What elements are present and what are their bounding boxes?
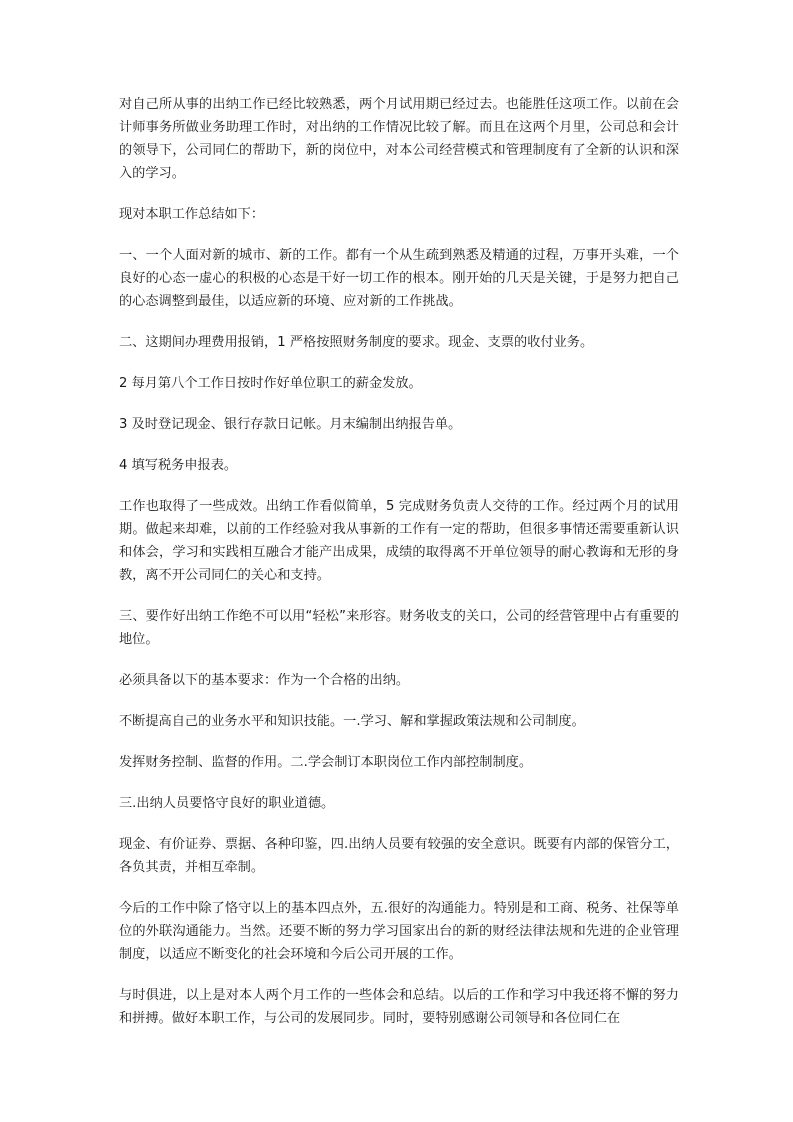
paragraph-9: 三、要作好出纳工作绝不可以用“轻松”来形容。财务收支的关口，公司的经营管理中占有重要的地位。 [119,609,679,647]
paragraph-6: 3 及时登记现金、银行存款日记帐。月末编制出纳报告单。 [119,417,462,432]
paragraph-8: 工作也取得了一些成效。出纳工作看似简单，5 完成财务负责人交待的工作。经过两个月的试用期。做起来却难，以前的工作经验对我从事新的工作有一定的帮助，但很多事情还需要重新认识和体会，学习和实践相互融合才能产出成果，成绩的取得离不开单位领导的耐心教诲和无形的身教，离不开公司同仁的关心和支持。 [119,499,679,583]
paragraph-4: 二、这期间办理费用报销，1 严格按照财务制度的要求。现金、支票的收付业务。 [119,335,594,350]
paragraph-16: 与时俱进，以上是对本人两个月工作的一些体会和总结。以后的工作和学习中我还将不懈的努力和拼搏。做好本职工作，与公司的发展同步。同时，要特别感谢公司领导和各位同仁在 [119,988,679,1026]
paragraph-11: 不断提高自己的业务水平和知识技能。一.学习、解和掌握政策法规和公司制度。 [119,714,585,729]
paragraph-2: 现对本职工作总结如下： [119,207,265,222]
document-page [119,93,679,1048]
paragraph-1: 对自己所从事的出纳工作已经比较熟悉，两个月试用期已经过去。也能胜任这项工作。以前在会计师事务所做业务助理工作时，对出纳的工作情况比较了解。而且在这两个月里，公司总和会计的领导下，公司同仁的帮助下，新的岗位中，对本公司经营模式和管理制度有了全新的认识和深入的学习。 [119,97,679,181]
paragraph-15: 今后的工作中除了恪守以上的基本四点外，五.很好的沟通能力。特别是和工商、税务、社保等单位的外联沟通能力。当然。还要不断的努力学习国家出台的新的财经法律法规和先进的企业管理制度，以适应不断变化的社会环境和今后公司开展的工作。 [119,901,679,962]
paragraph-12: 发挥财务控制、监督的作用。二.学会制订本职岗位工作内部控制制度。 [119,755,533,770]
paragraph-10: 必须具备以下的基本要求：作为一个合格的出纳。 [119,673,410,688]
paragraph-7: 4 填写税务申报表。 [119,458,238,473]
paragraph-3: 一、一个人面对新的城市、新的工作。都有一个从生疏到熟悉及精通的过程，万事开头难，一个良好的心态一虚心的积极的心态是干好一切工作的根本。刚开始的几天是关键，于是努力把自己的心态调整到最佳，以适应新的环境、应对新的工作挑战。 [119,248,679,309]
paragraph-13: 三.出纳人员要恪守良好的职业道德。 [119,796,335,811]
paragraph-14: 现金、有价证券、票据、各种印鉴，四.出纳人员要有较强的安全意识。既要有内部的保管分工，各负其责，并相互牵制。 [119,837,679,875]
paragraph-5: 2 每月第八个工作日按时作好单位职工的薪金发放。 [119,376,422,391]
